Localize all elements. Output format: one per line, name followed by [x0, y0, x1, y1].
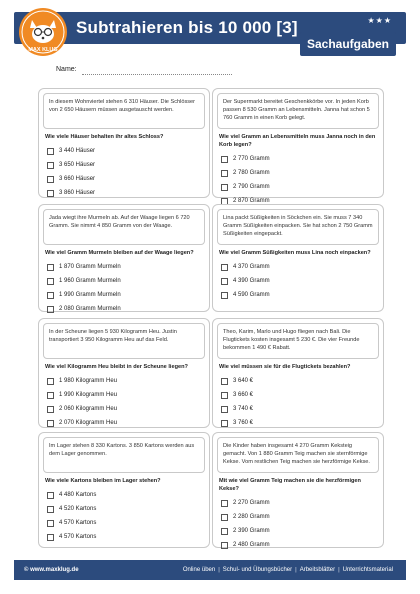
checkbox[interactable] — [221, 264, 228, 271]
answer-label: 4 370 Gramm — [233, 264, 270, 270]
answer-option[interactable] — [221, 388, 379, 402]
checkbox[interactable] — [47, 162, 54, 169]
answer-option[interactable] — [47, 302, 205, 316]
checkbox[interactable] — [47, 492, 54, 499]
answer-option[interactable] — [47, 502, 205, 516]
task-card-6 — [212, 318, 384, 428]
task-card-3 — [38, 204, 210, 312]
checkbox[interactable] — [221, 542, 228, 549]
answer-option[interactable] — [221, 260, 379, 274]
answer-option[interactable] — [221, 166, 379, 180]
footer-link-books[interactable]: Schul- und Übungsbücher — [222, 567, 293, 573]
answer-option[interactable] — [47, 516, 205, 530]
answer-label: 3 440 Häuser — [59, 148, 96, 154]
answer-label: 4 590 Gramm — [233, 292, 270, 298]
task-question: Wie viele Kartons bleiben im Lager stehen? — [45, 478, 161, 484]
checkbox[interactable] — [221, 392, 228, 399]
checkbox[interactable] — [221, 420, 228, 427]
answer-label: 2 270 Gramm — [233, 500, 270, 506]
answer-label: 3 650 Häuser — [59, 162, 96, 168]
task-text: Im Lager stehen 8 330 Kartons. 3 850 Kartons werden aus dem Lager genommen. — [43, 437, 205, 473]
category-tag: Sachaufgaben — [300, 32, 396, 56]
footer-links — [180, 567, 396, 573]
task-text: Die Kinder haben insgesamt 4 270 Gramm Keksteig gemacht. Von 1 880 Gramm Teig machen sie sternförmige Kekse. Vom restlichen Teig machen sie herzförmige Kekse. — [217, 437, 379, 473]
answer-label: 4 390 Gramm — [233, 278, 270, 284]
checkbox[interactable] — [47, 520, 54, 527]
checkbox[interactable] — [221, 500, 228, 507]
task-question: Wie viel müssen sie für die Flugtickets bezahlen? — [219, 364, 351, 370]
checkbox[interactable] — [47, 506, 54, 513]
footer-website-link[interactable]: © www.maxklug.de — [24, 567, 79, 573]
task-question: Wie viel Gramm Murmeln bleiben auf der Waage liegen? — [45, 250, 194, 256]
checkbox[interactable] — [47, 292, 54, 299]
answer-label: 1 980 Kilogramm Heu — [59, 378, 118, 384]
task-card-7 — [38, 432, 210, 548]
answer-option[interactable] — [47, 488, 205, 502]
answer-option[interactable] — [221, 510, 379, 524]
checkbox[interactable] — [47, 406, 54, 413]
answer-option[interactable] — [221, 274, 379, 288]
checkbox[interactable] — [221, 406, 228, 413]
answer-label: 4 480 Kartons — [59, 492, 97, 498]
answer-option[interactable] — [47, 288, 205, 302]
task-card-1 — [38, 88, 210, 198]
answer-label: 2 080 Gramm Murmeln — [59, 306, 121, 312]
answer-option[interactable] — [221, 538, 379, 552]
answer-option[interactable] — [47, 172, 205, 186]
maxklug-logo-icon — [18, 6, 68, 58]
answer-option[interactable] — [221, 374, 379, 388]
footer-separator: | — [295, 567, 297, 573]
answer-label: 2 870 Gramm — [233, 198, 270, 204]
answer-label: 2 390 Gramm — [233, 528, 270, 534]
answer-option[interactable] — [221, 524, 379, 538]
answer-label: 4 570 Kartons — [59, 520, 97, 526]
answer-option[interactable] — [47, 374, 205, 388]
task-text: Jada wiegt ihre Murmeln ab. Auf der Waage liegen 6 720 Gramm. Sie nimmt 4 850 Gramm von der Waage. — [43, 209, 205, 245]
answer-label: 3 760 € — [233, 420, 254, 426]
answer-label: 3 660 € — [233, 392, 254, 398]
checkbox[interactable] — [221, 528, 228, 535]
answer-option[interactable] — [47, 530, 205, 544]
footer-link-material[interactable]: Unterrichtsmaterial — [342, 567, 393, 573]
task-question: Wie viel Gramm Süßigkeiten muss Lina noch einpacken? — [219, 250, 371, 256]
checkbox[interactable] — [47, 392, 54, 399]
answer-option[interactable] — [47, 144, 205, 158]
task-card-5 — [38, 318, 210, 428]
footer-separator: | — [338, 567, 340, 573]
answer-label: 1 990 Kilogramm Heu — [59, 392, 118, 398]
checkbox[interactable] — [47, 278, 54, 285]
task-question: Wie viele Häuser behalten ihr altes Schloss? — [45, 134, 164, 140]
name-label: Name: — [56, 66, 77, 73]
answer-label: 2 280 Gramm — [233, 514, 270, 520]
footer-link-online[interactable]: Online üben — [182, 567, 216, 573]
checkbox[interactable] — [221, 278, 228, 285]
answer-label: 4 520 Kartons — [59, 506, 97, 512]
name-field[interactable] — [82, 74, 232, 75]
answer-option[interactable] — [47, 186, 205, 200]
task-question: Mit wie viel Gramm Teig machen sie die herzförmigen Kekse? — [219, 478, 361, 492]
checkbox[interactable] — [47, 378, 54, 385]
answer-label: 2 480 Gramm — [233, 542, 270, 548]
task-card-8 — [212, 432, 384, 548]
answer-label: 2 070 Kilogramm Heu — [59, 420, 118, 426]
header — [14, 6, 406, 58]
checkbox[interactable] — [221, 184, 228, 191]
answer-label: 3 860 Häuser — [59, 190, 96, 196]
answer-label: 3 640 € — [233, 378, 254, 384]
checkbox[interactable] — [47, 264, 54, 271]
checkbox[interactable] — [221, 170, 228, 177]
checkbox[interactable] — [221, 156, 228, 163]
task-text: Der Supermarkt bereitet Geschenkkörbe vor. In jeden Korb passen 8 530 Gramm an Lebensmitteln. Janna hat schon 5 760 Gramm in einen Korb gelegt. — [217, 93, 379, 129]
task-text: In der Scheune liegen 5 930 Kilogramm Heu. Justin transportiert 3 950 Kilogramm Heu auf das Feld. — [43, 323, 205, 359]
task-text: In diesem Wohnviertel stehen 6 310 Häuser. Die Schlösser von 2 650 Häusern müssen ausgetauscht werden. — [43, 93, 205, 129]
answer-label: 1 990 Gramm Murmeln — [59, 292, 121, 298]
answer-option[interactable] — [221, 416, 379, 430]
checkbox[interactable] — [221, 378, 228, 385]
answer-option[interactable] — [221, 288, 379, 302]
task-question: Wie viel Kilogramm Heu bleibt in der Scheune liegen? — [45, 364, 188, 370]
answer-option[interactable] — [47, 416, 205, 430]
task-question: Wie viel Gramm an Lebensmitteln muss Janna noch in den Korb legen? — [219, 134, 376, 148]
checkbox[interactable] — [221, 514, 228, 521]
task-text: Theo, Karim, Marlo und Hugo fliegen nach Bali. Die Flugtickets kosten insgesamt 5 230 €. Die vier Freunde bekommen 1 490 € Rabatt. — [217, 323, 379, 359]
checkbox[interactable] — [221, 292, 228, 299]
answer-label: 4 570 Kartons — [59, 534, 97, 540]
answer-option[interactable] — [221, 152, 379, 166]
answer-option[interactable] — [47, 402, 205, 416]
answer-label: 1 870 Gramm Murmeln — [59, 264, 121, 270]
answer-option[interactable] — [221, 496, 379, 510]
answer-label: 2 790 Gramm — [233, 184, 270, 190]
answer-option[interactable] — [47, 260, 205, 274]
difficulty-stars: ★★★ — [367, 16, 392, 25]
checkbox[interactable] — [47, 306, 54, 313]
answer-option[interactable] — [47, 388, 205, 402]
answer-label: 3 660 Häuser — [59, 176, 96, 182]
answer-label: 2 780 Gramm — [233, 170, 270, 176]
task-card-4 — [212, 204, 384, 312]
footer-link-worksheets[interactable]: Arbeitsblätter — [299, 567, 336, 573]
logo-text: MAX KLUG — [28, 47, 58, 53]
task-text: Lina packt Süßigkeiten in Söckchen ein. Sie muss 7 340 Gramm Süßigkeiten einpacken. Sie hat schon 2 750 Gramm Süßigkeiten eingepackt. — [217, 209, 379, 245]
checkbox[interactable] — [47, 148, 54, 155]
answer-option[interactable] — [221, 180, 379, 194]
footer-separator: | — [218, 567, 220, 573]
footer — [14, 560, 406, 580]
checkbox[interactable] — [47, 176, 54, 183]
answer-label: 2 770 Gramm — [233, 156, 270, 162]
checkbox[interactable] — [47, 534, 54, 541]
task-card-2 — [212, 88, 384, 204]
answer-label: 2 060 Kilogramm Heu — [59, 406, 118, 412]
page-title: Subtrahieren bis 10 000 [3] — [76, 18, 298, 37]
answer-option[interactable] — [47, 158, 205, 172]
answer-label: 3 740 € — [233, 406, 254, 412]
answer-label: 1 960 Gramm Murmeln — [59, 278, 121, 284]
answer-option[interactable] — [47, 274, 205, 288]
answer-option[interactable] — [221, 402, 379, 416]
checkbox[interactable] — [47, 190, 54, 197]
checkbox[interactable] — [47, 420, 54, 427]
